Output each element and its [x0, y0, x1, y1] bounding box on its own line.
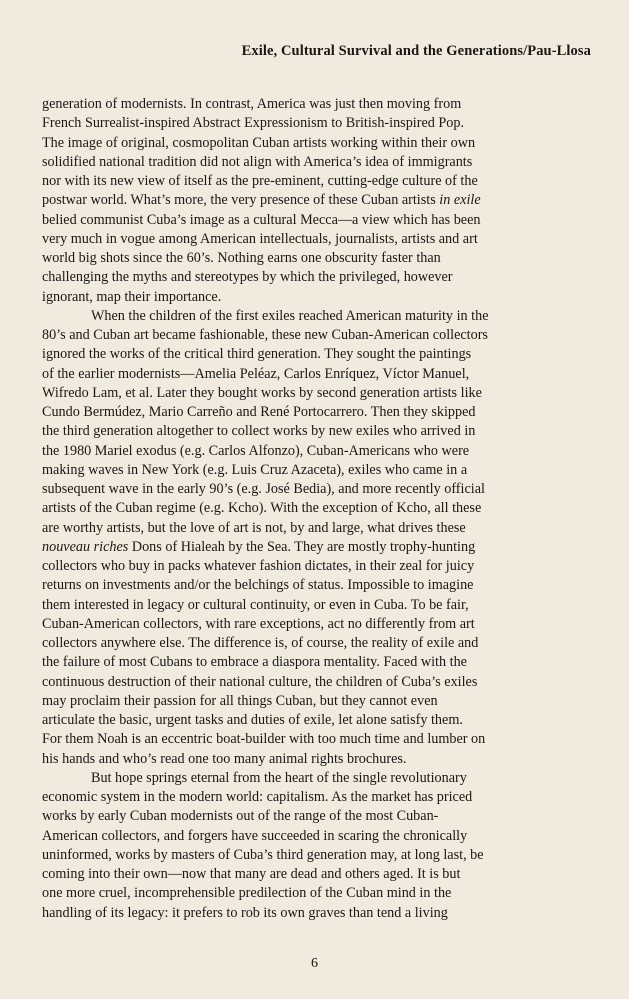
- line-text: American collectors, and forgers have succeeded in scaring the chronically: [42, 827, 468, 844]
- line-text: solidified national tradition did not align with America’s idea of immigrants: [42, 153, 473, 170]
- text-line: [42, 153, 617, 172]
- line-text: are worthy artists, but the love of art is not, by and large, what drives these: [42, 519, 466, 536]
- text-line: [42, 249, 617, 268]
- line-text: handling of its legacy: it prefers to rob its own graves than tend a living: [42, 904, 448, 921]
- text-line: [42, 461, 617, 480]
- text-line: [42, 596, 617, 615]
- text-line: [42, 538, 617, 557]
- text-line: [42, 884, 617, 903]
- text-line: [42, 365, 617, 384]
- text-line: [42, 807, 617, 826]
- line-text: the 1980 Mariel exodus (e.g. Carlos Alfonzo), Cuban-Americans who were: [42, 442, 470, 459]
- line-text: Cundo Bermúdez, Mario Carreño and René Portocarrero. Then they skipped: [42, 404, 476, 420]
- text-line: [42, 134, 617, 153]
- text-line: [42, 288, 617, 307]
- text-line: [42, 692, 617, 711]
- text-line: [42, 750, 617, 769]
- text-line: [42, 307, 617, 326]
- line-text: returns on investments and/or the belchings of status. Impossible to imagine: [42, 577, 474, 594]
- text-line: [42, 788, 617, 807]
- text-line: [42, 384, 617, 403]
- line-text: French Surrealist-inspired Abstract Expressionism to British-inspired Pop.: [42, 115, 465, 132]
- page-number: 6: [311, 956, 318, 971]
- line-text: the third generation altogether to collect works by new exiles who arrived in: [42, 423, 476, 440]
- line-text: When the children of the first exiles reached American maturity in the: [91, 307, 489, 324]
- line-text: Wifredo Lam, et al. Later they bought works by second generation artists like: [42, 384, 482, 401]
- text-line: [42, 904, 617, 923]
- italic-phrase: in exile: [439, 192, 481, 209]
- text-line: [42, 615, 617, 634]
- text-line: [42, 673, 617, 692]
- text-line: [42, 769, 617, 788]
- line-text: continuous destruction of their national culture, the children of Cuba’s exiles: [42, 673, 478, 690]
- line-text: of the earlier modernists—Amelia Peléaz, Carlos Enríquez, Víctor Manuel,: [42, 365, 470, 382]
- text-line: [42, 827, 617, 846]
- line-text: coming into their own—now that many are dead and others aged. It is but: [42, 866, 461, 882]
- body-text: [42, 95, 617, 923]
- line-text: collectors anywhere else. The difference is, of course, the reality of exile and: [42, 635, 479, 651]
- line-text: artists of the Cuban regime (e.g. Kcho). With the exception of Kcho, all these: [42, 500, 482, 517]
- line-text: his hands and who’s read one too many animal rights brochures.: [42, 750, 407, 767]
- line-text: subsequent wave in the early 90’s (e.g. José Bedia), and more recently official: [42, 481, 485, 497]
- line-text: nor with its new view of itself as the pre-eminent, cutting-edge culture of the: [42, 173, 478, 189]
- line-text: challenging the myths and stereotypes by which the privileged, however: [42, 269, 453, 286]
- text-line: [42, 557, 617, 576]
- line-text: making waves in New York (e.g. Luis Cruz Azaceta), exiles who came in a: [42, 461, 468, 478]
- text-line: [42, 480, 617, 499]
- line-text: very much in vogue among American intellectuals, journalists, artists and art: [42, 230, 478, 247]
- line-text: The image of original, cosmopolitan Cuban artists working within their own: [42, 134, 476, 151]
- italic-phrase: nouveau riches: [42, 538, 129, 555]
- text-line: [42, 191, 617, 210]
- text-line: [42, 499, 617, 518]
- text-line: [42, 345, 617, 364]
- line-text: Dons of Hialeah by the Sea. They are mostly trophy-hunting: [128, 538, 476, 555]
- text-line: [42, 230, 617, 249]
- text-line: [42, 576, 617, 595]
- line-text: Cuban-American collectors, with rare exceptions, act no differently from art: [42, 615, 475, 632]
- text-line: [42, 865, 617, 884]
- text-line: [42, 172, 617, 191]
- line-text: one more cruel, incomprehensible predilection of the Cuban mind in the: [42, 885, 452, 902]
- text-line: [42, 422, 617, 441]
- text-line: [42, 653, 617, 672]
- line-text: collectors who buy in packs whatever fashion dictates, in their zeal for juicy: [42, 558, 475, 574]
- line-text: generation of modernists. In contrast, America was just then moving from: [42, 96, 462, 112]
- line-text: works by early Cuban modernists out of the range of the most Cuban-: [42, 808, 439, 825]
- text-line: [42, 711, 617, 730]
- text-line: [42, 846, 617, 865]
- line-text: postwar world. What’s more, the very presence of these Cuban artists: [42, 192, 440, 209]
- running-header: Exile, Cultural Survival and the Generations/Pau-Llosa: [241, 43, 591, 59]
- text-line: [42, 403, 617, 422]
- line-text: economic system in the modern world: capitalism. As the market has priced: [42, 789, 473, 805]
- line-text: uninformed, works by masters of Cuba’s third generation may, at long last, be: [42, 846, 484, 863]
- line-text: world big shots since the 60’s. Nothing earns one obscurity faster than: [42, 250, 441, 266]
- line-text: ignorant, map their importance.: [42, 288, 222, 305]
- text-line: [42, 442, 617, 461]
- text-line: [42, 114, 617, 133]
- text-line: [42, 519, 617, 538]
- text-line: [42, 95, 617, 114]
- line-text: belied communist Cuba’s image as a cultural Mecca—a view which has been: [42, 211, 481, 228]
- line-text: For them Noah is an eccentric boat-builder with too much time and lumber on: [42, 731, 486, 748]
- line-text: the failure of most Cubans to embrace a diaspora mentality. Faced with the: [42, 654, 467, 671]
- text-line: [42, 326, 617, 345]
- line-text: may proclaim their passion for all things Cuban, but they cannot even: [42, 692, 438, 709]
- text-line: [42, 730, 617, 749]
- line-text: But hope springs eternal from the heart of the single revolutionary: [91, 769, 467, 786]
- text-line: [42, 268, 617, 287]
- line-text: ignored the works of the critical third generation. They sought the paintings: [42, 346, 472, 363]
- text-line: [42, 634, 617, 653]
- line-text: articulate the basic, urgent tasks and duties of exile, let alone satisfy them.: [42, 712, 463, 728]
- text-line: [42, 211, 617, 230]
- line-text: them interested in legacy or cultural continuity, or even in Cuba. To be fair,: [42, 596, 469, 613]
- line-text: 80’s and Cuban art became fashionable, these new Cuban-American collectors: [42, 327, 488, 343]
